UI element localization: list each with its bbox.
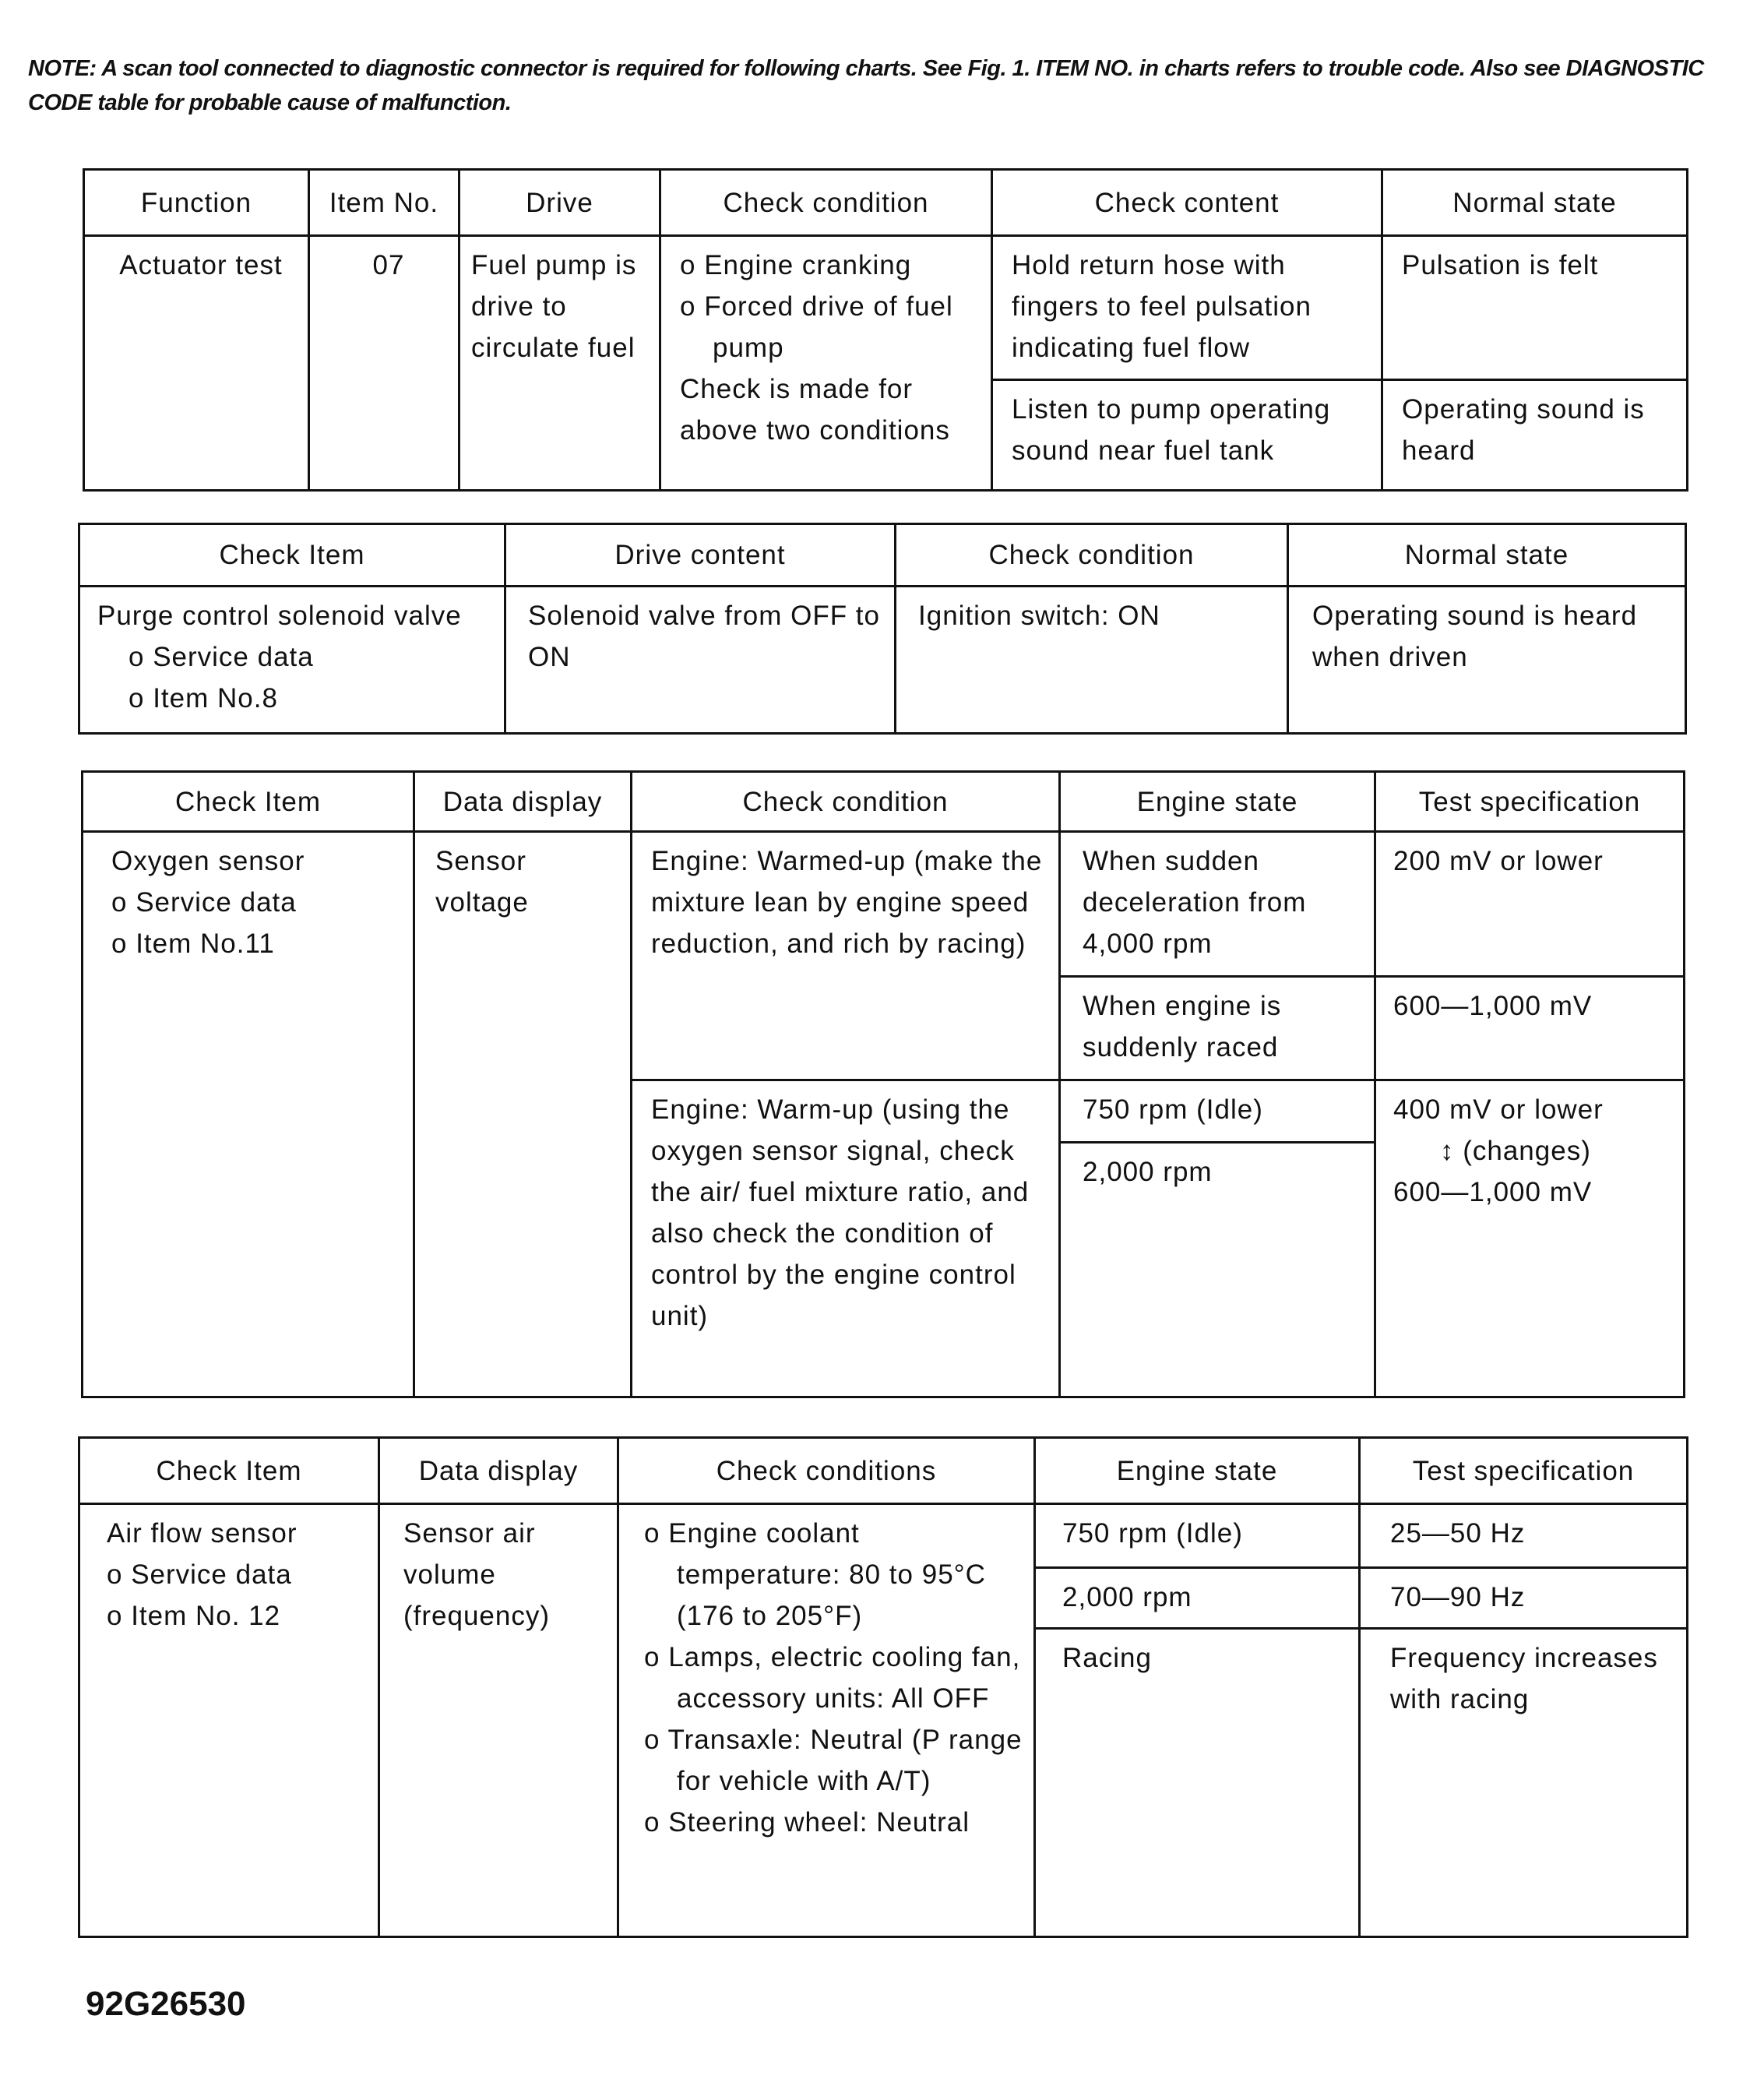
table-row (79, 587, 1686, 734)
test-spec-cell: 600—1,000 mV (1375, 977, 1685, 1080)
table-row (84, 236, 1688, 380)
table-row (79, 1504, 1688, 1568)
item-title: Oxygen sensor (111, 846, 305, 876)
item-sub: o Service data (111, 887, 297, 918)
engine-state-cell: When engine is suddenly raced (1060, 977, 1375, 1080)
item-title: Purge control solenoid valve (97, 601, 462, 631)
test-spec-cell: 25—50 Hz (1360, 1504, 1688, 1568)
purge-solenoid-table (78, 523, 1687, 735)
spec-line: ↕ (changes) (1440, 1136, 1591, 1166)
engine-state-cell: 2,000 rpm (1035, 1568, 1360, 1629)
check-condition-cell: Engine: Warmed-up (make the mixture lean by engine speed reduction, and rich by racing) (632, 832, 1060, 1080)
test-spec-cell (1375, 1080, 1685, 1397)
engine-state-cell: 750 rpm (Idle) (1035, 1504, 1360, 1568)
condition-item: o Engine cranking (680, 250, 912, 280)
normal-state-cell: Operating sound is heard when driven (1288, 587, 1686, 734)
header-cell: Test specification (1375, 772, 1685, 832)
check-condition-cell: Engine: Warm-up (using the oxygen sensor signal, check the air/ fuel mixture ratio, and also check the condition of control by the engine control unit) (632, 1080, 1060, 1397)
condition-item: o Transaxle: Neutral (P range for vehicle with A/T) (644, 1725, 1023, 1796)
header-cell: Check conditions (618, 1438, 1035, 1504)
header-row (79, 524, 1686, 587)
check-condition-cell: Ignition switch: ON (896, 587, 1288, 734)
header-cell: Data display (379, 1438, 618, 1504)
item-no-cell: 07 (309, 236, 459, 491)
drive-content-cell: Solenoid valve from OFF to ON (505, 587, 896, 734)
check-item-cell (79, 1504, 379, 1937)
table-row (83, 832, 1685, 977)
normal-state-cell: Operating sound is heard (1382, 380, 1688, 491)
item-title: Air flow sensor (107, 1518, 298, 1549)
normal-state-cell: Pulsation is felt (1382, 236, 1688, 380)
item-sub: o Item No. 12 (107, 1601, 281, 1631)
engine-state-cell: 750 rpm (Idle) (1060, 1080, 1375, 1143)
header-cell: Check Item (79, 1438, 379, 1504)
header-cell: Check content (992, 170, 1382, 236)
header-row (83, 772, 1685, 832)
header-cell: Check Item (79, 524, 505, 587)
header-cell: Test specification (1360, 1438, 1688, 1504)
header-cell: Data display (414, 772, 632, 832)
condition-item: o Forced drive of fuel pump (680, 291, 953, 363)
header-cell: Normal state (1288, 524, 1686, 587)
header-cell: Check condition (660, 170, 992, 236)
header-cell: Normal state (1382, 170, 1688, 236)
check-item-cell (79, 587, 505, 734)
engine-state-cell: When sudden deceleration from 4,000 rpm (1060, 832, 1375, 977)
test-spec-cell: 70—90 Hz (1360, 1568, 1688, 1629)
check-condition-cell (618, 1504, 1035, 1937)
data-display-cell: Sensor voltage (414, 832, 632, 1397)
spec-line: 400 mV or lower (1393, 1094, 1604, 1125)
note-text: NOTE: A scan tool connected to diagnostic connector is required for following charts. See Fig. 1. ITEM NO. in charts refers to trouble code. Also see DIAGNOSTIC CODE table for probable cause of malfunction. (28, 56, 1704, 115)
header-cell: Check condition (896, 524, 1288, 587)
drive-cell: Fuel pump is drive to circulate fuel (459, 236, 660, 491)
check-content-cell: Hold return hose with fingers to feel pulsation indicating fuel flow (992, 236, 1382, 380)
check-item-cell (83, 832, 414, 1397)
function-cell: Actuator test (84, 236, 309, 491)
air-flow-sensor-table (78, 1436, 1688, 1938)
header-cell: Drive content (505, 524, 896, 587)
header-cell: Check condition (632, 772, 1060, 832)
test-spec-cell: 200 mV or lower (1375, 832, 1685, 977)
item-sub: o Item No.8 (129, 683, 278, 714)
engine-state-cell: 2,000 rpm (1060, 1143, 1375, 1397)
header-row (79, 1438, 1688, 1504)
test-spec-cell: Frequency increases with racing (1360, 1629, 1688, 1937)
condition-item: o Steering wheel: Neutral (644, 1807, 970, 1838)
engine-state-cell: Racing (1035, 1629, 1360, 1937)
header-cell: Item No. (309, 170, 459, 236)
header-cell: Drive (459, 170, 660, 236)
actuator-test-table (83, 168, 1688, 492)
spec-line: 600—1,000 mV (1393, 1177, 1593, 1207)
header-cell: Function (84, 170, 309, 236)
oxygen-sensor-table (81, 770, 1685, 1398)
condition-item: o Lamps, electric cooling fan, accessory units: All OFF (644, 1642, 1021, 1714)
header-row (84, 170, 1688, 236)
data-display-cell: Sensor air volume (frequency) (379, 1504, 618, 1937)
item-sub: o Service data (107, 1559, 292, 1590)
header-cell: Engine state (1035, 1438, 1360, 1504)
condition-item: o Engine coolant temperature: 80 to 95°C (176 to 205°F) (644, 1518, 986, 1631)
header-cell: Check Item (83, 772, 414, 832)
header-cell: Engine state (1060, 772, 1375, 832)
condition-note: Check is made for above two conditions (680, 374, 950, 446)
check-content-cell: Listen to pump operating sound near fuel tank (992, 380, 1382, 491)
item-sub: o Item No.11 (111, 929, 275, 959)
figure-id: 92G26530 (86, 1985, 246, 2023)
check-condition-cell (660, 236, 992, 491)
item-sub: o Service data (129, 642, 314, 672)
